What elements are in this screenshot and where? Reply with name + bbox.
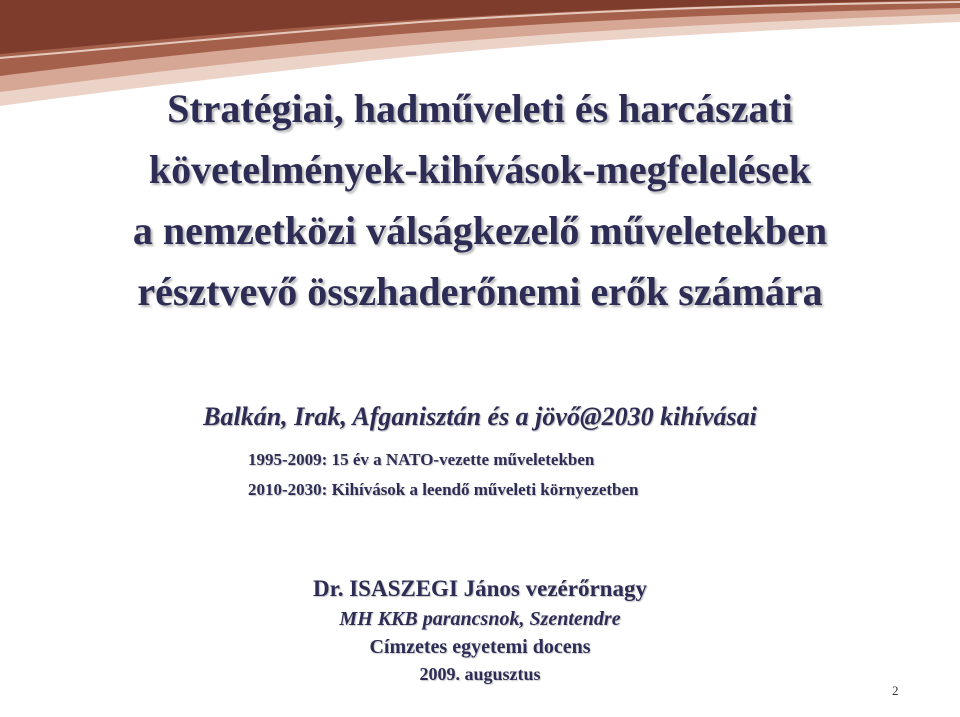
title-line-4: résztvevő összhaderőnemi erők számára xyxy=(137,269,823,314)
author-name: Dr. ISASZEGI János vezérőrnagy xyxy=(313,576,647,601)
period-line-2: 2010-2030: Kihívások a leendő műveleti környezetben xyxy=(248,480,639,499)
slide-subtitle: Balkán, Irak, Afganisztán és a jövő@2030 kihívásai xyxy=(203,402,757,431)
period-list xyxy=(248,445,639,505)
author-block xyxy=(0,573,960,687)
title-line-1: Stratégiai, hadműveleti és harcászati xyxy=(167,86,793,131)
slide-title xyxy=(0,78,960,322)
page-number: 2 xyxy=(892,683,899,698)
title-line-2: követelmények-kihívások-megfelelések xyxy=(148,147,812,192)
author-role: MH KKB parancsnok, Szentendre xyxy=(339,608,621,630)
title-line-3: a nemzetközi válságkezelő műveletekben xyxy=(132,208,828,253)
author-title: Címzetes egyetemi docens xyxy=(369,636,591,658)
period-line-1: 1995-2009: 15 év a NATO-vezette műveletekben xyxy=(248,450,595,469)
author-date: 2009. augusztus xyxy=(419,664,541,684)
